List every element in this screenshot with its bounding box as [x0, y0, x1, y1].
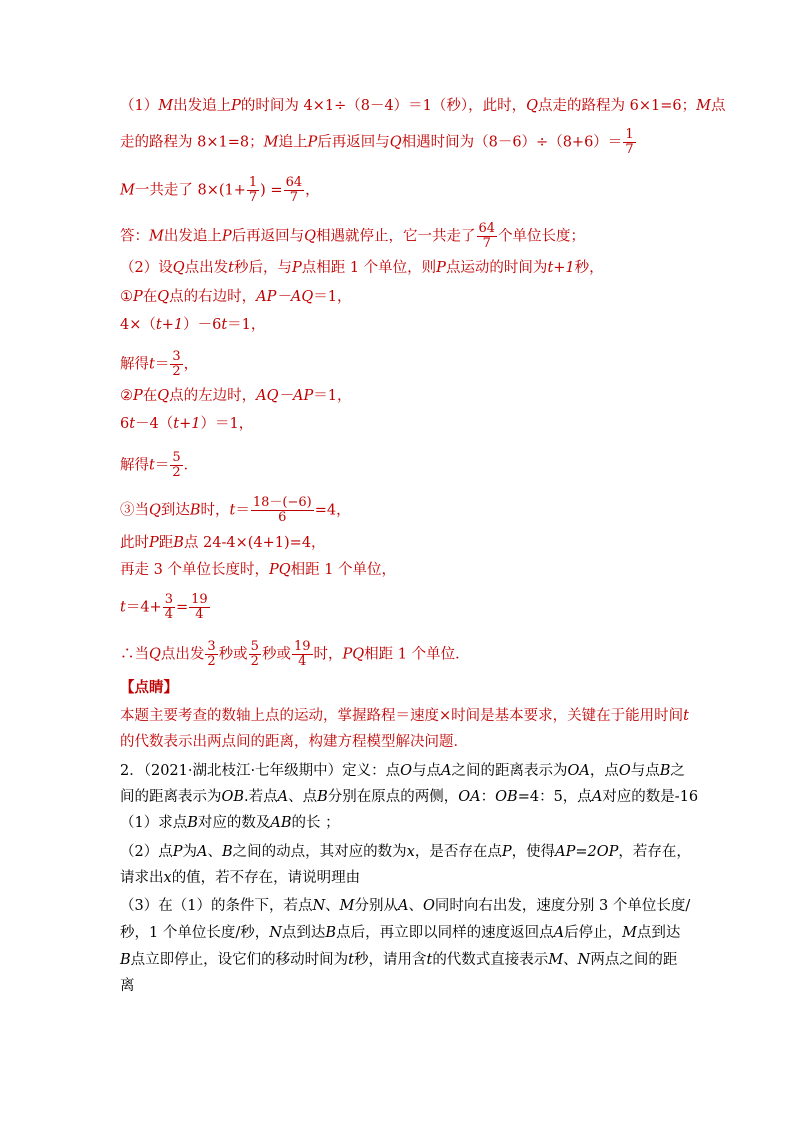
text: 时，: [313, 646, 343, 663]
question2-part1: [120, 813, 340, 833]
text: 请求出: [120, 870, 164, 886]
var: t+1: [547, 260, 575, 276]
text: 点相距 1 个单位，则: [301, 260, 437, 276]
denominator: 2: [172, 364, 181, 379]
text: ②: [120, 388, 133, 404]
text: 点走的路程为 6×1=6；: [538, 98, 697, 114]
var: OA: [458, 789, 481, 805]
denominator: 7: [284, 190, 305, 205]
var: B: [189, 502, 201, 519]
text: 点的右边时，: [169, 289, 257, 305]
denominator: 2: [172, 465, 181, 480]
text: 、: [325, 898, 340, 914]
numerator: 5: [172, 450, 181, 465]
fraction: [247, 176, 259, 205]
text: 一共走了 8×(1+: [134, 182, 246, 199]
var: t: [229, 502, 236, 519]
var: A: [440, 763, 452, 779]
var: N: [312, 898, 326, 914]
text: =: [175, 599, 189, 616]
var: M: [339, 898, 355, 914]
denominator: 7: [248, 190, 258, 205]
text: 在: [142, 289, 158, 305]
text: 对应的数及: [197, 815, 271, 831]
var: B: [317, 789, 328, 805]
var: AP－AQ: [256, 289, 314, 305]
solution-part2-line3: [120, 315, 265, 335]
text: ，点: [589, 763, 619, 779]
numerator: 64: [285, 175, 303, 190]
text: 之间的动点，其对应的数为: [232, 844, 407, 860]
text: 点出发: [184, 260, 229, 276]
text: （1）求点: [120, 815, 188, 831]
var: x: [406, 844, 415, 860]
var: P: [501, 844, 512, 860]
var: N: [269, 925, 282, 941]
question2-part2-line1: [120, 842, 691, 862]
var: B: [325, 925, 337, 941]
solution-part2-line11: [120, 593, 211, 622]
text: 同时向右出发，速度分别 3 个单位长度/: [434, 898, 691, 914]
var: M: [158, 98, 174, 114]
text: 秒，: [574, 260, 604, 276]
var: M: [622, 925, 637, 941]
dianjing-title: 【点睛】: [120, 679, 178, 696]
denominator: 7: [477, 236, 498, 251]
text: ：: [480, 789, 496, 805]
var: O: [422, 898, 435, 914]
solution-part2-line10: [120, 560, 396, 580]
text: 后再返回与: [317, 134, 390, 151]
fraction: [163, 593, 175, 622]
text: 追上: [278, 134, 308, 151]
solution-part2-line6: [120, 414, 253, 434]
text: 分别从: [354, 898, 398, 914]
numerator: 5: [250, 639, 259, 654]
text: ＝1，: [313, 289, 352, 305]
var: O: [400, 763, 412, 779]
fraction: [251, 496, 314, 525]
text: =4: [314, 502, 337, 519]
text: 点: [711, 98, 726, 114]
text: ，若存在，: [618, 844, 691, 860]
numerator: 64: [478, 221, 496, 236]
text: 与点: [630, 763, 660, 779]
var: B: [659, 763, 671, 779]
text: ③当: [120, 502, 149, 519]
var: M: [548, 952, 564, 968]
text: 在: [142, 388, 158, 404]
question2-part2-line2: [120, 868, 360, 888]
var: A: [591, 789, 603, 805]
denominator: 4: [189, 607, 210, 622]
text: 相遇时间为（8－6）÷（8+6）＝: [401, 134, 623, 151]
text: 答：: [120, 228, 149, 245]
text: ，: [183, 356, 199, 373]
answer-part1: [120, 222, 585, 251]
var: t: [221, 317, 228, 333]
var: A: [277, 789, 289, 805]
solution-part2-line5: [120, 386, 351, 406]
var: AP=2OP: [555, 844, 619, 860]
fraction: [623, 128, 635, 157]
text: －4（: [135, 416, 174, 432]
var: t: [149, 457, 155, 474]
var: O: [618, 763, 631, 779]
numerator: 1: [248, 175, 258, 190]
text: 之: [670, 763, 685, 779]
text: 再走 3 个单位长度时，: [120, 562, 269, 578]
var: t: [426, 952, 433, 968]
text: 秒或: [261, 646, 291, 663]
fraction: [170, 451, 182, 480]
text: 、: [563, 952, 578, 968]
text: （2）点: [120, 844, 173, 860]
solution-part2-line2: [120, 287, 351, 307]
solution-part2-line9: [120, 533, 326, 553]
text: 后再返回与: [231, 228, 305, 245]
text: 点到达: [281, 925, 326, 941]
text: ＝1，: [227, 317, 266, 333]
var: OB: [221, 789, 245, 805]
question2-part3-line4: 离: [120, 978, 135, 994]
var: P: [133, 289, 143, 305]
text: ，使得: [511, 844, 556, 860]
text: 秒，1 个单位长度/秒，: [120, 925, 270, 941]
var: Q: [389, 134, 402, 151]
text: （3）在（1）的条件下，若点: [120, 898, 313, 914]
var: t: [228, 260, 234, 276]
text: 之间的距离表示为: [451, 763, 568, 779]
solution-part1-line1: [120, 96, 726, 116]
fraction: [249, 640, 261, 669]
var: M: [120, 182, 135, 199]
solution-part2-line4: [120, 350, 198, 379]
text: 、: [207, 844, 222, 860]
text: ＝: [154, 457, 170, 474]
denominator: 4: [292, 654, 313, 669]
text: 点后，再立即以同样的速度返回点: [336, 925, 554, 941]
solution-part2-conclusion: [120, 640, 470, 669]
text: 的值，若不存在，请说明理由: [171, 870, 361, 886]
var: B: [173, 535, 184, 551]
var: OB: [495, 789, 518, 805]
text: ∴当: [120, 646, 149, 663]
numerator: 3: [207, 639, 216, 654]
var: Q: [526, 98, 539, 114]
var: P: [133, 388, 143, 404]
text: 分别在原点的两侧，: [327, 789, 459, 805]
text: 此时: [120, 535, 149, 551]
var: P: [172, 844, 183, 860]
solution-part2-line8: [120, 496, 351, 525]
text: ．: [183, 457, 199, 474]
var: A: [398, 898, 409, 914]
var: t: [149, 356, 155, 373]
var: A: [553, 925, 565, 941]
solution-part1-line2: [120, 128, 637, 157]
text: ＝: [235, 502, 250, 519]
var: M: [149, 228, 164, 245]
var: P: [307, 134, 318, 151]
text: ）＝1，: [200, 416, 254, 432]
var: t: [129, 416, 136, 432]
text: ，是否存在点: [414, 844, 502, 860]
text: 、点: [288, 789, 318, 805]
var: x: [163, 870, 172, 886]
text: 4×（: [120, 317, 156, 333]
var: Q: [304, 228, 317, 245]
var: PQ: [342, 646, 365, 663]
var: P: [149, 535, 159, 551]
text: ＝: [154, 356, 170, 373]
denominator: 4: [164, 607, 173, 622]
text: 点出发: [160, 646, 205, 663]
text: 本题主要考查的数轴上点的运动，掌握路程＝速度×时间是基本要求，关键在于能用时间: [120, 708, 684, 724]
text: （1）: [120, 98, 159, 114]
text: ①: [120, 289, 133, 305]
var: Q: [157, 388, 170, 404]
var: t: [683, 708, 689, 724]
text: =4：5，点: [517, 789, 592, 805]
text: 解得: [120, 457, 149, 474]
var: B: [187, 815, 198, 831]
solution-part1-line3: [120, 176, 320, 205]
fraction: [189, 593, 210, 622]
denominator: 6: [251, 510, 314, 525]
text: ＝4+: [125, 599, 162, 616]
text: 的长 ；: [291, 815, 340, 831]
text: 后停止，: [564, 925, 623, 941]
text: 时，: [200, 502, 230, 519]
question2-line1: [120, 761, 685, 781]
fraction: [477, 222, 498, 251]
numerator: 3: [172, 349, 181, 364]
text: 点到达: [636, 925, 681, 941]
var: Q: [157, 289, 170, 305]
question2-part3-line2: [120, 923, 680, 943]
question2-part3-line3: [120, 950, 677, 970]
text: 、: [408, 898, 423, 914]
text: 解得: [120, 356, 149, 373]
text: 相距 1 个单位．: [364, 646, 470, 663]
text: 点 24-4×(4+1)=4，: [183, 535, 326, 551]
text: 2．（2021·湖北枝江·七年级期中）定义：点: [120, 763, 401, 779]
numerator: 19: [293, 639, 311, 654]
var: P: [231, 98, 241, 114]
var: t: [120, 599, 126, 616]
solution-part2-line7: [120, 451, 198, 480]
text: ) =: [260, 182, 283, 199]
var: t: [348, 952, 354, 968]
numerator: 1: [625, 127, 634, 142]
question2-line2: [120, 787, 698, 807]
text: 出发追上: [163, 228, 222, 245]
var: AQ－AP: [256, 388, 314, 404]
var: N: [577, 952, 591, 968]
text: 走的路程为 8×1=8；: [120, 134, 264, 151]
fraction: [284, 176, 305, 205]
denominator: 2: [207, 654, 216, 669]
var: M: [696, 98, 711, 114]
var: Q: [149, 502, 161, 519]
fraction: [292, 640, 313, 669]
numerator: 3: [164, 592, 173, 607]
fraction: [170, 350, 182, 379]
denominator: 2: [250, 654, 259, 669]
text: 秒或: [218, 646, 248, 663]
text: 与点: [411, 763, 441, 779]
text: ＝1，: [313, 388, 352, 404]
text: ，: [336, 502, 351, 519]
text: 为: [182, 844, 197, 860]
text: （2）设: [120, 260, 173, 276]
dianjing-line1: [120, 706, 689, 726]
solution-part2-line1: [120, 258, 604, 278]
dianjing-line2: 的代数表示出两点间的距离，构建方程模型解决问题．: [120, 734, 468, 750]
text: 点的左边时，: [169, 388, 257, 404]
text: 个单位长度；: [498, 228, 586, 245]
fraction: [205, 640, 217, 669]
text: 点立即停止，设它们的移动时间为: [130, 952, 349, 968]
numerator: 18－(−6): [252, 495, 312, 510]
denominator: 7: [625, 142, 634, 157]
text: 两点之间的距: [590, 952, 678, 968]
text: 的代数式直接表示: [432, 952, 549, 968]
text: 相距 1 个单位，: [290, 562, 397, 578]
var: Q: [149, 646, 161, 663]
text: 的时间为 4×1÷（8－4）＝1（秒），此时，: [240, 98, 527, 114]
var: B: [120, 952, 131, 968]
var: Q: [172, 260, 185, 276]
text: 秒后，与: [233, 260, 292, 276]
var: A: [197, 844, 208, 860]
text: 6: [120, 416, 130, 432]
var: P: [221, 228, 232, 245]
text: 距: [158, 535, 174, 551]
var: P: [291, 260, 302, 276]
var: t+1: [155, 317, 184, 333]
text: 间的距离表示为: [120, 789, 222, 805]
question2-part3-line1: [120, 896, 690, 916]
numerator: 19: [191, 592, 208, 607]
text: 出发追上: [173, 98, 232, 114]
text: ）－6: [183, 317, 222, 333]
var: B: [221, 844, 233, 860]
text: .若点: [244, 789, 278, 805]
var: PQ: [268, 562, 291, 578]
text: 点运动的时间为: [445, 260, 548, 276]
text: 对应的数是-16: [602, 789, 699, 805]
text: 相遇就停止，它一共走了: [316, 228, 476, 245]
text: 到达: [160, 502, 190, 519]
var: t+1: [173, 416, 201, 432]
text: 秒，请用含: [353, 952, 427, 968]
var: AB: [270, 815, 292, 831]
text: ，: [305, 182, 320, 199]
var: P: [436, 260, 446, 276]
var: M: [263, 134, 279, 151]
var: OA: [567, 763, 590, 779]
